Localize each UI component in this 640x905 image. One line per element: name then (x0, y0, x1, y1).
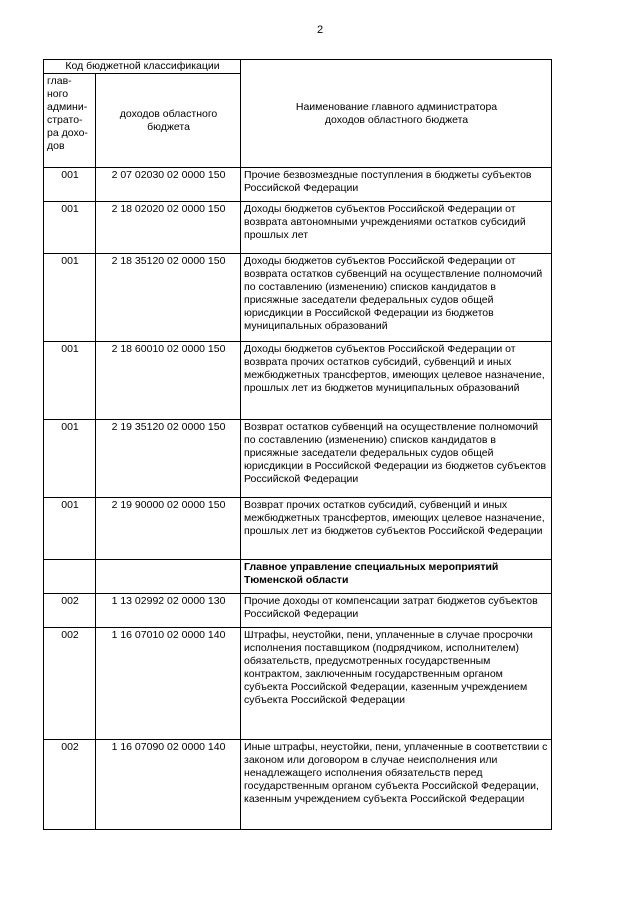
table-row (44, 740, 552, 830)
revenue-code-cell: 1 16 07090 02 0000 140 (96, 740, 241, 830)
administrator-code-cell: 001 (44, 498, 96, 560)
table-row (44, 168, 552, 202)
administrator-name-cell: Штрафы, неустойки, пени, уплаченные в случае просрочки исполнения поставщиком (подрядчиком, исполнителем) обязательств, предусмотренных государственным контрактом, заключенным государственным органом субъекта Российской Федерации, казенным учреждением субъекта Российской Федерации (241, 628, 552, 740)
revenue-code-cell: 1 13 02992 02 0000 130 (96, 594, 241, 628)
administrator-code-cell: 001 (44, 420, 96, 498)
administrator-code-cell (44, 560, 96, 594)
administrator-name-cell: Доходы бюджетов субъектов Российской Федерации от возврата остатков субвенций на осуществление полномочий по составлению (изменению) списков кандидатов в присяжные заседатели федеральных судов общей юрисдикции в Российской Федерации из бюджетов муниципальных образований (241, 254, 552, 342)
revenue-code-cell: 2 18 35120 02 0000 150 (96, 254, 241, 342)
administrator-name-cell: Иные штрафы, неустойки, пени, уплаченные в соответствии с законом или договором в случае неисполнения или ненадлежащего исполнения обязательств перед государственным органом субъекта Российской Федерации, казенным учреждением субъекта Российской Федерации (241, 740, 552, 830)
revenue-code-cell: 2 18 60010 02 0000 150 (96, 342, 241, 420)
table-row (44, 420, 552, 498)
page-number: 2 (316, 24, 324, 36)
revenue-code-cell (96, 560, 241, 594)
revenue-code-cell: 2 18 02020 02 0000 150 (96, 202, 241, 254)
section-title-cell: Главное управление специальных мероприятий Тюменской области (241, 560, 552, 594)
table-row (44, 594, 552, 628)
revenue-code-cell: 2 19 35120 02 0000 150 (96, 420, 241, 498)
administrator-code-cell: 002 (44, 740, 96, 830)
table-row (44, 628, 552, 740)
table-row (44, 498, 552, 560)
header-revenue-code-column: доходов областного бюджета (96, 74, 241, 168)
administrator-code-cell: 002 (44, 628, 96, 740)
administrator-code-cell: 002 (44, 594, 96, 628)
revenue-code-cell: 1 16 07010 02 0000 140 (96, 628, 241, 740)
table-row (44, 342, 552, 420)
administrator-name-cell: Прочие доходы от компенсации затрат бюджетов субъектов Российской Федерации (241, 594, 552, 628)
header-row-group (44, 60, 552, 74)
revenue-code-cell: 2 07 02030 02 0000 150 (96, 168, 241, 202)
administrator-code-cell: 001 (44, 168, 96, 202)
header-administrator-name: Наименование главного администратора доходов областного бюджета (241, 60, 552, 168)
budget-classification-table (43, 59, 552, 830)
administrator-name-cell: Прочие безвозмездные поступления в бюджеты субъектов Российской Федерации (241, 168, 552, 202)
table-row (44, 202, 552, 254)
administrator-name-cell: Возврат прочих остатков субсидий, субвенций и иных межбюджетных трансфертов, имеющих целевое назначение, прошлых лет из бюджетов субъектов Российской Федерации (241, 498, 552, 560)
administrator-name-cell: Возврат остатков субвенций на осуществление полномочий по составлению (изменению) списков кандидатов в присяжные заседатели федеральных судов общей юрисдикции в Российской Федерации из бюджетов субъектов Российской Федерации (241, 420, 552, 498)
administrator-code-cell: 001 (44, 342, 96, 420)
table-row (44, 254, 552, 342)
header-chief-administrator-column: глав- ного админи- страто- ра дохо- дов (44, 74, 96, 168)
administrator-code-cell: 001 (44, 202, 96, 254)
administrator-name-cell: Доходы бюджетов субъектов Российской Федерации от возврата прочих остатков субсидий, субвенций и иных межбюджетных трансфертов, имеющих целевое назначение, прошлых лет из бюджетов муниципальных образований (241, 342, 552, 420)
header-budget-classification-code: Код бюджетной классификации (44, 60, 241, 74)
administrator-name-cell: Доходы бюджетов субъектов Российской Федерации от возврата автономными учреждениями остатков субсидий прошлых лет (241, 202, 552, 254)
revenue-code-cell: 2 19 90000 02 0000 150 (96, 498, 241, 560)
administrator-code-cell: 001 (44, 254, 96, 342)
section-row (44, 560, 552, 594)
